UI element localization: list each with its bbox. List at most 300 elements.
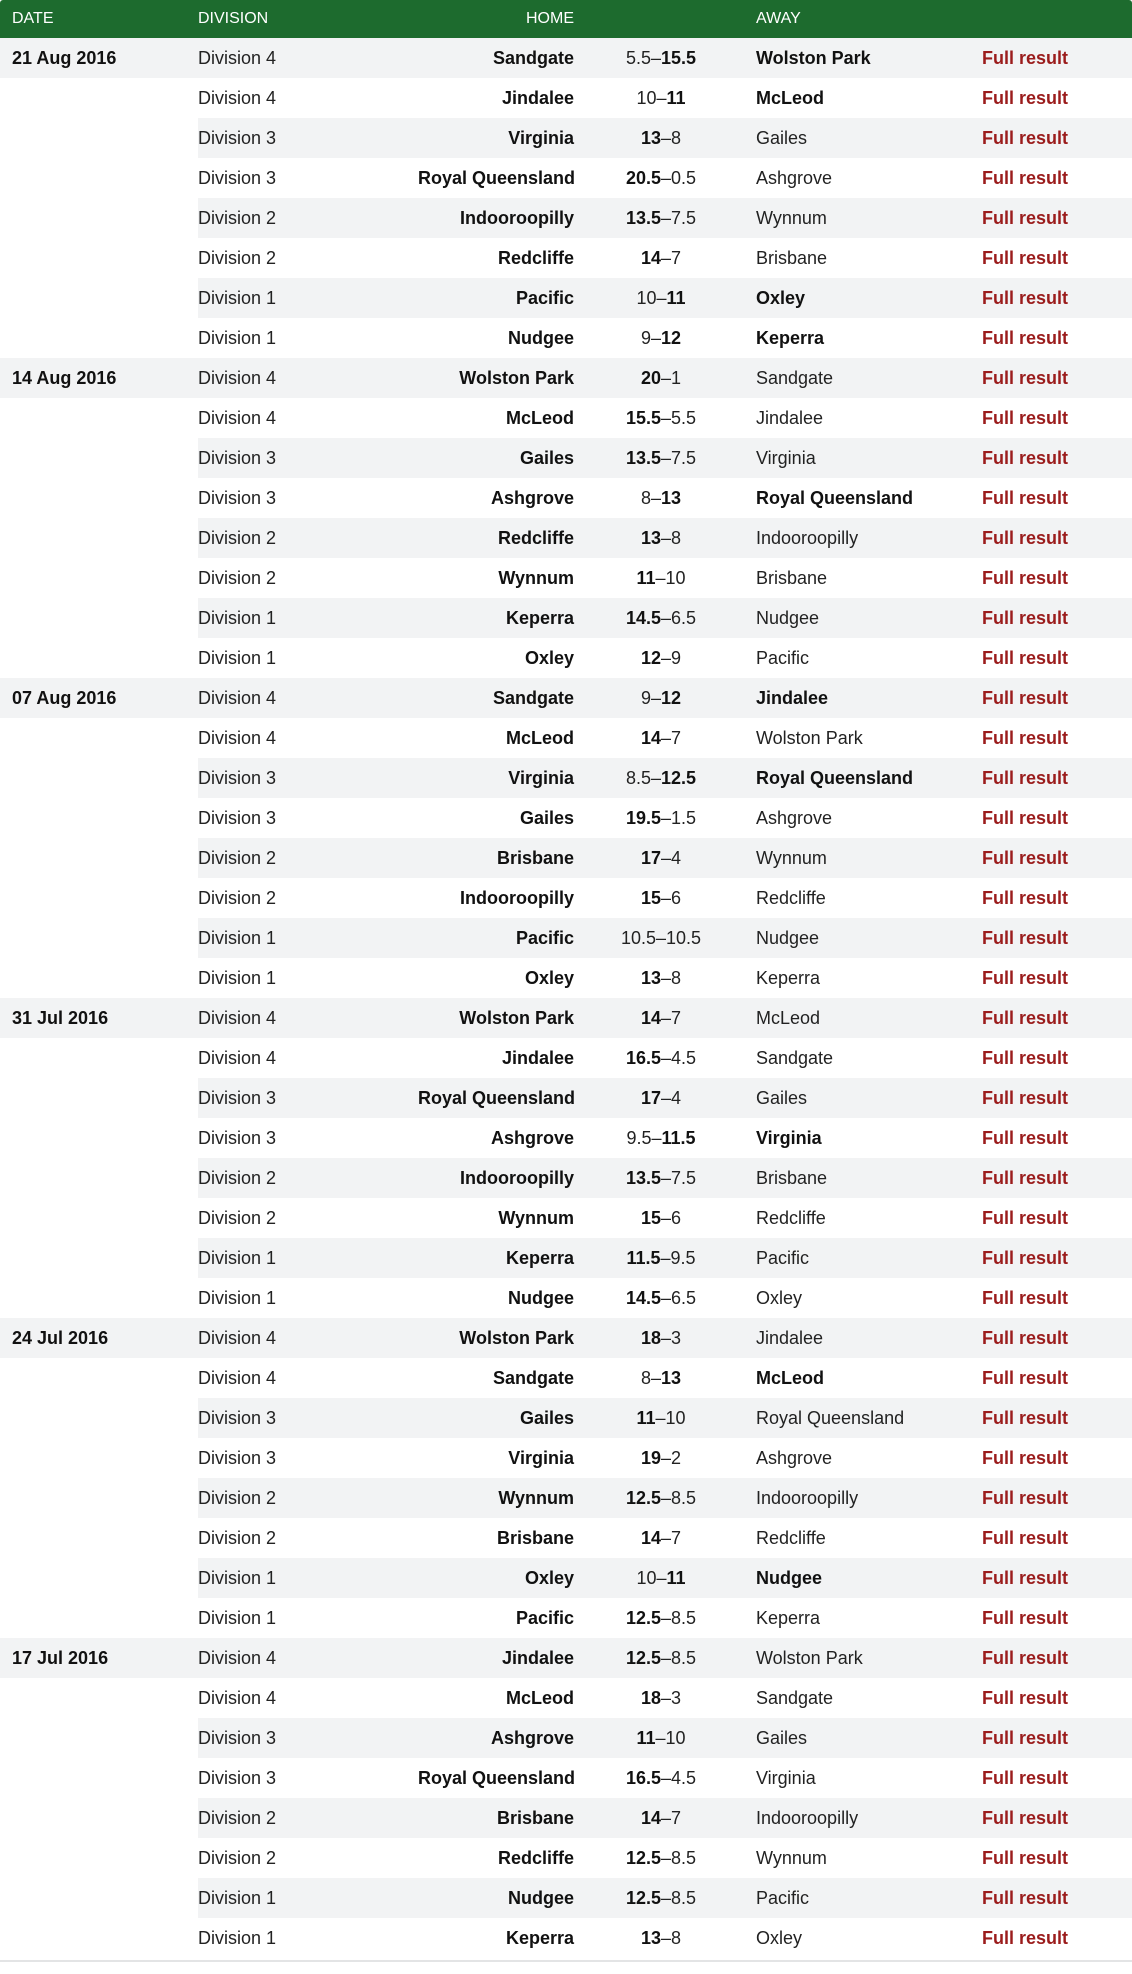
match-date (0, 438, 198, 478)
away-score: 5.5 (671, 407, 697, 428)
table-row (0, 678, 1132, 718)
division-cell: Division 1 (198, 1598, 418, 1638)
away-team: Indooroopilly (736, 1478, 982, 1518)
match-date: 17 Jul 2016 (0, 1638, 198, 1678)
full-result-cell (982, 558, 1132, 598)
full-result-link[interactable]: Full result (982, 487, 1069, 508)
score-separator: – (661, 1487, 672, 1508)
home-team: Pacific (418, 1598, 586, 1638)
away-team: Wolston Park (736, 1638, 982, 1678)
table-row (0, 478, 1132, 518)
match-date (0, 1438, 198, 1478)
full-result-link[interactable]: Full result (982, 1207, 1069, 1228)
table-row (0, 718, 1132, 758)
table-row (0, 238, 1132, 278)
match-score (586, 1398, 736, 1438)
full-result-cell (982, 438, 1132, 478)
table-header (0, 0, 1132, 38)
score-separator: – (661, 1807, 672, 1828)
match-date (0, 158, 198, 198)
away-team: Royal Queensland (736, 478, 982, 518)
full-result-link[interactable]: Full result (982, 1887, 1069, 1908)
match-date (0, 1558, 198, 1598)
division-cell: Division 1 (198, 278, 418, 318)
table-row (0, 758, 1132, 798)
away-team: Virginia (736, 1758, 982, 1798)
table-row (0, 1158, 1132, 1198)
away-score: 11 (666, 1567, 686, 1588)
home-team: Sandgate (418, 1358, 586, 1398)
division-cell: Division 1 (198, 1238, 418, 1278)
away-score: 6.5 (671, 607, 697, 628)
away-team: Nudgee (736, 918, 982, 958)
full-result-link[interactable]: Full result (982, 1407, 1069, 1428)
full-result-cell (982, 78, 1132, 118)
full-result-link[interactable]: Full result (982, 367, 1069, 388)
match-score (586, 1638, 736, 1678)
home-team: Gailes (418, 438, 586, 478)
full-result-link[interactable]: Full result (982, 887, 1069, 908)
full-result-link[interactable]: Full result (982, 287, 1069, 308)
home-team: Sandgate (418, 678, 586, 718)
score-separator: – (661, 1927, 672, 1948)
score-separator: – (661, 367, 672, 388)
match-score (586, 78, 736, 118)
away-score: 12 (661, 687, 682, 708)
division-cell: Division 2 (198, 1518, 418, 1558)
score-separator: – (661, 447, 672, 468)
away-score: 11.5 (661, 1127, 696, 1148)
division-cell: Division 4 (198, 1678, 418, 1718)
away-score: 7 (671, 247, 682, 268)
match-date (0, 398, 198, 438)
score-separator: – (651, 1127, 662, 1148)
home-score: 14 (640, 1527, 661, 1548)
home-team: McLeod (418, 718, 586, 758)
full-result-link[interactable]: Full result (982, 527, 1069, 548)
away-score: 4.5 (671, 1047, 697, 1068)
table-row (0, 1438, 1132, 1478)
match-score (586, 358, 736, 398)
home-team: Wolston Park (418, 998, 586, 1038)
home-score: 8 (640, 487, 651, 508)
home-team: Ashgrove (418, 478, 586, 518)
table-row (0, 1038, 1132, 1078)
match-date: 24 Jul 2016 (0, 1318, 198, 1358)
away-score: 7.5 (671, 207, 697, 228)
home-team: Virginia (418, 1438, 586, 1478)
full-result-link[interactable]: Full result (982, 407, 1069, 428)
division-cell: Division 1 (198, 1278, 418, 1318)
full-result-link[interactable]: Full result (982, 1327, 1069, 1348)
away-score: 1 (671, 367, 682, 388)
home-score: 10 (636, 1567, 657, 1588)
full-result-link[interactable]: Full result (982, 1567, 1069, 1588)
full-result-link[interactable]: Full result (982, 607, 1069, 628)
away-score: 7.5 (671, 447, 697, 468)
full-result-link[interactable]: Full result (982, 927, 1069, 948)
away-score: 13 (661, 1367, 682, 1388)
table-row (0, 998, 1132, 1038)
table-row (0, 1118, 1132, 1158)
division-cell: Division 4 (198, 1358, 418, 1398)
match-score (586, 438, 736, 478)
match-score (586, 718, 736, 758)
home-team: Gailes (418, 1398, 586, 1438)
full-result-link[interactable]: Full result (982, 1087, 1069, 1108)
division-cell: Division 2 (198, 558, 418, 598)
away-score: 11 (666, 287, 686, 308)
away-team: Pacific (736, 1238, 982, 1278)
full-result-cell (982, 958, 1132, 998)
score-separator: – (661, 887, 672, 908)
home-score: 13.5 (625, 207, 661, 228)
full-result-link[interactable]: Full result (982, 1767, 1069, 1788)
match-score (586, 1198, 736, 1238)
match-score (586, 158, 736, 198)
table-row (0, 1758, 1132, 1798)
full-result-cell (982, 118, 1132, 158)
away-team: Royal Queensland (736, 758, 982, 798)
full-result-cell (982, 1518, 1132, 1558)
match-score (586, 1278, 736, 1318)
home-score: 12.5 (625, 1607, 661, 1628)
full-result-link[interactable]: Full result (982, 327, 1069, 348)
division-cell: Division 2 (198, 238, 418, 278)
score-separator: – (661, 1207, 672, 1228)
away-team: Oxley (736, 1918, 982, 1958)
division-cell: Division 2 (198, 198, 418, 238)
table-row (0, 358, 1132, 398)
score-separator: – (661, 607, 672, 628)
away-team: Gailes (736, 1718, 982, 1758)
home-team: Brisbane (418, 1518, 586, 1558)
match-score (586, 558, 736, 598)
match-score (586, 1838, 736, 1878)
match-date (0, 1078, 198, 1118)
away-score: 9.5 (670, 1247, 696, 1268)
match-score (586, 238, 736, 278)
table-row (0, 1598, 1132, 1638)
match-score (586, 38, 736, 78)
division-cell: Division 1 (198, 1558, 418, 1598)
match-date (0, 1358, 198, 1398)
full-result-cell (982, 358, 1132, 398)
full-result-cell (982, 1678, 1132, 1718)
match-date (0, 598, 198, 638)
away-score: 4.5 (671, 1767, 697, 1788)
match-score (586, 1238, 736, 1278)
match-date (0, 1518, 198, 1558)
score-separator: – (655, 927, 666, 948)
score-separator: – (661, 1327, 672, 1348)
away-team: Wynnum (736, 1838, 982, 1878)
results-body (0, 38, 1132, 1958)
full-result-cell (982, 238, 1132, 278)
division-cell: Division 3 (198, 1078, 418, 1118)
match-score (586, 878, 736, 918)
division-cell: Division 4 (198, 358, 418, 398)
score-separator: – (650, 687, 661, 708)
division-cell: Division 2 (198, 1158, 418, 1198)
score-separator: – (655, 1727, 666, 1748)
home-team: Royal Queensland (418, 1078, 586, 1118)
away-score: 9 (671, 647, 682, 668)
full-result-link[interactable]: Full result (982, 127, 1069, 148)
full-result-link[interactable]: Full result (982, 1287, 1069, 1308)
division-cell: Division 2 (198, 518, 418, 558)
full-result-link[interactable]: Full result (982, 1847, 1069, 1868)
away-team: Sandgate (736, 1038, 982, 1078)
full-result-link[interactable]: Full result (982, 1727, 1069, 1748)
full-result-cell (982, 758, 1132, 798)
match-date (0, 558, 198, 598)
table-row (0, 798, 1132, 838)
full-result-link[interactable]: Full result (982, 1047, 1069, 1068)
full-result-cell (982, 158, 1132, 198)
home-score: 17 (640, 847, 661, 868)
away-score: 2 (671, 1447, 682, 1468)
division-cell: Division 1 (198, 1878, 418, 1918)
home-team: Wynnum (418, 1198, 586, 1238)
home-score: 18 (640, 1327, 661, 1348)
away-score: 13 (661, 487, 682, 508)
home-team: McLeod (418, 1678, 586, 1718)
score-separator: – (661, 647, 672, 668)
home-score: 11 (636, 567, 656, 588)
away-team: Brisbane (736, 558, 982, 598)
division-cell: Division 4 (198, 1038, 418, 1078)
match-score (586, 1518, 736, 1558)
full-result-link[interactable]: Full result (982, 647, 1069, 668)
division-cell: Division 4 (198, 1638, 418, 1678)
full-result-link[interactable]: Full result (982, 207, 1069, 228)
division-cell: Division 3 (198, 118, 418, 158)
full-result-link[interactable]: Full result (982, 567, 1069, 588)
match-date (0, 1198, 198, 1238)
home-team: Pacific (418, 278, 586, 318)
match-date (0, 878, 198, 918)
score-separator: – (650, 767, 661, 788)
home-score: 9 (640, 687, 651, 708)
header-row (0, 0, 1132, 38)
away-team: Ashgrove (736, 158, 982, 198)
away-team: Wynnum (736, 838, 982, 878)
score-separator: – (660, 1247, 671, 1268)
match-score (586, 1078, 736, 1118)
away-score: 6.5 (671, 1287, 697, 1308)
home-team: Indooroopilly (418, 198, 586, 238)
link-column-header (982, 0, 1132, 38)
score-separator: – (661, 247, 672, 268)
full-result-cell (982, 1358, 1132, 1398)
table-row (0, 1918, 1132, 1958)
full-result-cell (982, 638, 1132, 678)
away-team: Redcliffe (736, 878, 982, 918)
match-score (586, 958, 736, 998)
home-score: 12.5 (625, 1887, 661, 1908)
home-team: Keperra (418, 1238, 586, 1278)
home-score: 18 (640, 1687, 661, 1708)
home-score: 12 (640, 647, 661, 668)
match-date (0, 518, 198, 558)
match-score (586, 1798, 736, 1838)
division-cell: Division 1 (198, 318, 418, 358)
table-row (0, 1838, 1132, 1878)
match-score (586, 1038, 736, 1078)
full-result-link[interactable]: Full result (982, 1487, 1069, 1508)
score-separator: – (661, 1167, 672, 1188)
away-team: Gailes (736, 118, 982, 158)
division-cell: Division 2 (198, 1798, 418, 1838)
division-cell: Division 1 (198, 1918, 418, 1958)
table-row (0, 1398, 1132, 1438)
match-date (0, 238, 198, 278)
full-result-link[interactable]: Full result (982, 1647, 1069, 1668)
home-team: Brisbane (418, 838, 586, 878)
full-result-link[interactable]: Full result (982, 1007, 1069, 1028)
full-result-link[interactable]: Full result (982, 1687, 1069, 1708)
full-result-cell (982, 1558, 1132, 1598)
full-result-link[interactable]: Full result (982, 1447, 1069, 1468)
score-separator: – (661, 1847, 672, 1868)
full-result-cell (982, 678, 1132, 718)
home-team: Nudgee (418, 1878, 586, 1918)
home-team: Ashgrove (418, 1718, 586, 1758)
table-bottom-border (0, 1960, 1132, 1962)
table-row (0, 1878, 1132, 1918)
match-date (0, 1158, 198, 1198)
away-score: 7.5 (671, 1167, 697, 1188)
division-cell: Division 4 (198, 78, 418, 118)
score-separator: – (661, 1087, 672, 1108)
date-column-header: DATE (0, 0, 198, 38)
match-score (586, 798, 736, 838)
full-result-link[interactable]: Full result (982, 447, 1069, 468)
match-score (586, 398, 736, 438)
division-cell: Division 3 (198, 478, 418, 518)
match-score (586, 678, 736, 718)
table-row (0, 318, 1132, 358)
score-separator: – (661, 1887, 672, 1908)
score-separator: – (661, 127, 672, 148)
away-score: 7 (671, 1527, 682, 1548)
full-result-cell (982, 1438, 1132, 1478)
match-date (0, 1398, 198, 1438)
division-cell: Division 1 (198, 598, 418, 638)
home-team: Virginia (418, 118, 586, 158)
away-team: McLeod (736, 998, 982, 1038)
table-row (0, 1678, 1132, 1718)
full-result-link[interactable]: Full result (982, 1607, 1069, 1628)
full-result-link[interactable]: Full result (982, 727, 1069, 748)
score-separator: – (661, 527, 672, 548)
full-result-cell (982, 278, 1132, 318)
table-row (0, 1278, 1132, 1318)
full-result-link[interactable]: Full result (982, 807, 1069, 828)
away-team: Redcliffe (736, 1198, 982, 1238)
full-result-cell (982, 198, 1132, 238)
score-separator: – (661, 407, 672, 428)
full-result-link[interactable]: Full result (982, 47, 1069, 68)
full-result-link[interactable]: Full result (982, 1247, 1069, 1268)
match-date (0, 1718, 198, 1758)
full-result-link[interactable]: Full result (982, 1167, 1069, 1188)
match-score (586, 1358, 736, 1398)
full-result-cell (982, 718, 1132, 758)
away-team: McLeod (736, 78, 982, 118)
full-result-link[interactable]: Full result (982, 167, 1069, 188)
full-result-link[interactable]: Full result (982, 1367, 1069, 1388)
division-cell: Division 1 (198, 958, 418, 998)
division-cell: Division 4 (198, 998, 418, 1038)
full-result-cell (982, 798, 1132, 838)
score-separator: – (661, 1047, 672, 1068)
full-result-link[interactable]: Full result (982, 87, 1069, 108)
home-team: Jindalee (418, 78, 586, 118)
match-date: 21 Aug 2016 (0, 38, 198, 78)
table-row (0, 1198, 1132, 1238)
match-score (586, 278, 736, 318)
full-result-link[interactable]: Full result (982, 847, 1069, 868)
away-score: 8.5 (671, 1647, 697, 1668)
home-team: Royal Queensland (418, 158, 586, 198)
home-team: Gailes (418, 798, 586, 838)
away-score: 7 (671, 1007, 682, 1028)
away-team: Gailes (736, 1078, 982, 1118)
table-row (0, 638, 1132, 678)
match-score (586, 478, 736, 518)
table-row (0, 278, 1132, 318)
full-result-cell (982, 838, 1132, 878)
division-cell: Division 4 (198, 718, 418, 758)
full-result-link[interactable]: Full result (982, 1127, 1069, 1148)
full-result-cell (982, 1878, 1132, 1918)
division-cell: Division 4 (198, 398, 418, 438)
table-row (0, 438, 1132, 478)
match-date (0, 918, 198, 958)
away-score: 7 (671, 727, 682, 748)
score-separator: – (661, 207, 672, 228)
full-result-cell (982, 1638, 1132, 1678)
home-team: Nudgee (418, 318, 586, 358)
table-row (0, 1638, 1132, 1678)
full-result-link[interactable]: Full result (982, 967, 1069, 988)
home-score: 9 (640, 327, 651, 348)
away-team: Jindalee (736, 678, 982, 718)
home-team: Wolston Park (418, 1318, 586, 1358)
full-result-link[interactable]: Full result (982, 687, 1069, 708)
full-result-link[interactable]: Full result (982, 1527, 1069, 1548)
full-result-cell (982, 1238, 1132, 1278)
match-date (0, 838, 198, 878)
away-team: McLeod (736, 1358, 982, 1398)
match-score (586, 598, 736, 638)
full-result-cell (982, 38, 1132, 78)
full-result-link[interactable]: Full result (982, 1927, 1069, 1948)
away-team: Nudgee (736, 598, 982, 638)
score-separator: – (655, 1407, 666, 1428)
full-result-link[interactable]: Full result (982, 767, 1069, 788)
score-separator: – (650, 47, 661, 68)
match-score (586, 638, 736, 678)
full-result-link[interactable]: Full result (982, 247, 1069, 268)
home-team: Redcliffe (418, 1838, 586, 1878)
match-score (586, 318, 736, 358)
match-date (0, 718, 198, 758)
table-row (0, 118, 1132, 158)
full-result-link[interactable]: Full result (982, 1807, 1069, 1828)
